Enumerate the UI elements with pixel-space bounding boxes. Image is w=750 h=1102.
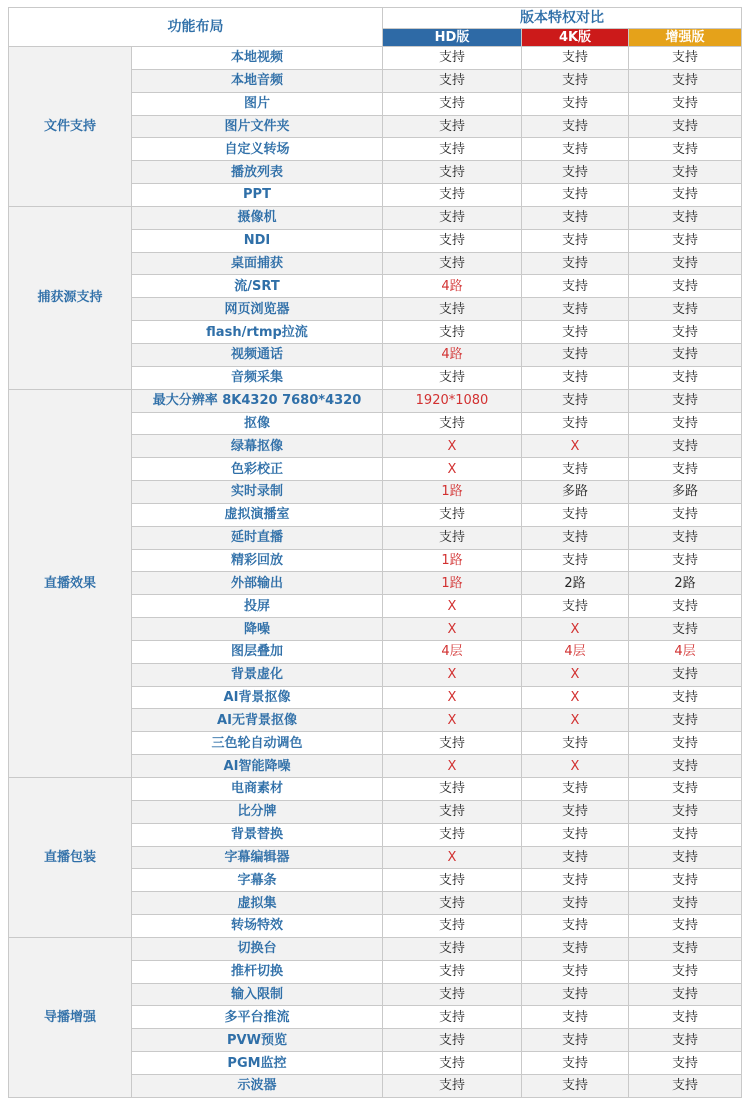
support-cell: 支持 — [629, 321, 742, 344]
feature-name: 实时录制 — [132, 481, 383, 504]
feature-name: 自定义转场 — [132, 138, 383, 161]
support-cell: 支持 — [629, 366, 742, 389]
support-cell: X — [522, 755, 629, 778]
support-cell: 支持 — [522, 800, 629, 823]
feature-name: 切换台 — [132, 937, 383, 960]
support-cell: 支持 — [383, 366, 522, 389]
support-cell: X — [522, 435, 629, 458]
support-cell: 支持 — [629, 846, 742, 869]
support-cell: 2路 — [629, 572, 742, 595]
support-cell: X — [522, 709, 629, 732]
support-cell: 4层 — [629, 640, 742, 663]
support-cell: 支持 — [522, 960, 629, 983]
support-cell: 支持 — [629, 778, 742, 801]
support-cell: 支持 — [383, 526, 522, 549]
support-cell: X — [383, 595, 522, 618]
support-cell: 支持 — [383, 1029, 522, 1052]
support-cell: X — [383, 435, 522, 458]
support-cell: 支持 — [629, 1074, 742, 1097]
group-label: 导播增强 — [9, 937, 132, 1097]
support-cell: 支持 — [383, 92, 522, 115]
feature-name: PPT — [132, 184, 383, 207]
feature-name: 流/SRT — [132, 275, 383, 298]
support-cell: 支持 — [522, 1052, 629, 1075]
support-cell: 支持 — [383, 161, 522, 184]
support-cell: 支持 — [383, 892, 522, 915]
support-cell: 支持 — [629, 526, 742, 549]
feature-name: PGM监控 — [132, 1052, 383, 1075]
support-cell: 支持 — [629, 618, 742, 641]
support-cell: 支持 — [629, 709, 742, 732]
support-cell: 支持 — [522, 47, 629, 70]
feature-name: 比分牌 — [132, 800, 383, 823]
version-header-2: 增强版 — [629, 29, 742, 47]
support-cell: 支持 — [522, 343, 629, 366]
support-cell: 支持 — [629, 206, 742, 229]
feature-name: 外部输出 — [132, 572, 383, 595]
support-cell: 多路 — [629, 481, 742, 504]
support-cell: 支持 — [383, 47, 522, 70]
support-cell: 支持 — [629, 663, 742, 686]
support-cell: 支持 — [383, 960, 522, 983]
support-cell: X — [522, 663, 629, 686]
support-cell: 支持 — [383, 229, 522, 252]
feature-name: 输入限制 — [132, 983, 383, 1006]
support-cell: 支持 — [522, 732, 629, 755]
table-row — [9, 778, 742, 801]
support-cell: 支持 — [629, 1052, 742, 1075]
version-comparison-table — [8, 7, 742, 1098]
group-label: 捕获源支持 — [9, 206, 132, 389]
feature-name: 色彩校正 — [132, 458, 383, 481]
feature-name: 示波器 — [132, 1074, 383, 1097]
support-cell: 支持 — [629, 115, 742, 138]
support-cell: 支持 — [629, 937, 742, 960]
support-cell: 支持 — [629, 915, 742, 938]
table-row — [9, 389, 742, 412]
support-cell: 支持 — [629, 892, 742, 915]
feature-name: 电商素材 — [132, 778, 383, 801]
support-cell: 支持 — [522, 161, 629, 184]
feature-name: 精彩回放 — [132, 549, 383, 572]
feature-name: 推杆切换 — [132, 960, 383, 983]
support-cell: 支持 — [522, 526, 629, 549]
feature-name: AI无背景抠像 — [132, 709, 383, 732]
support-cell: 支持 — [629, 92, 742, 115]
support-cell: 支持 — [629, 69, 742, 92]
support-cell: 支持 — [522, 1029, 629, 1052]
support-cell: 支持 — [522, 823, 629, 846]
support-cell: 支持 — [522, 846, 629, 869]
support-cell: 支持 — [629, 229, 742, 252]
support-cell: X — [383, 846, 522, 869]
feature-name: 图片 — [132, 92, 383, 115]
support-cell: 支持 — [629, 435, 742, 458]
support-cell: 支持 — [629, 960, 742, 983]
table-row — [9, 937, 742, 960]
support-cell: 支持 — [522, 778, 629, 801]
support-cell: 支持 — [383, 298, 522, 321]
support-cell: 1路 — [383, 481, 522, 504]
feature-name: 桌面捕获 — [132, 252, 383, 275]
support-cell: 支持 — [629, 983, 742, 1006]
group-label: 直播包装 — [9, 778, 132, 938]
feature-name: 播放列表 — [132, 161, 383, 184]
feature-name: 摄像机 — [132, 206, 383, 229]
support-cell: 支持 — [629, 823, 742, 846]
support-cell: 支持 — [629, 184, 742, 207]
support-cell: 支持 — [522, 184, 629, 207]
support-cell: 支持 — [522, 915, 629, 938]
support-cell: 支持 — [629, 755, 742, 778]
support-cell: 支持 — [522, 389, 629, 412]
feature-name: 抠像 — [132, 412, 383, 435]
support-cell: 支持 — [629, 1029, 742, 1052]
support-cell: 支持 — [629, 343, 742, 366]
version-header-0: HD版 — [383, 29, 522, 47]
feature-name: 绿幕抠像 — [132, 435, 383, 458]
support-cell: X — [383, 618, 522, 641]
support-cell: 支持 — [383, 503, 522, 526]
support-cell: X — [383, 458, 522, 481]
support-cell: 支持 — [522, 275, 629, 298]
support-cell: 支持 — [629, 412, 742, 435]
support-cell: 支持 — [383, 1074, 522, 1097]
feature-name: 投屏 — [132, 595, 383, 618]
support-cell: 支持 — [383, 412, 522, 435]
support-cell: X — [383, 755, 522, 778]
support-cell: 支持 — [522, 595, 629, 618]
support-cell: 支持 — [522, 458, 629, 481]
feature-name: 背景虚化 — [132, 663, 383, 686]
support-cell: 支持 — [629, 47, 742, 70]
support-cell: 支持 — [629, 732, 742, 755]
feature-name: 本地视频 — [132, 47, 383, 70]
support-cell: 支持 — [522, 503, 629, 526]
support-cell: 支持 — [629, 869, 742, 892]
support-cell: 支持 — [383, 69, 522, 92]
support-cell: 2路 — [522, 572, 629, 595]
support-cell: 支持 — [522, 92, 629, 115]
feature-name: 视频通话 — [132, 343, 383, 366]
support-cell: 多路 — [522, 481, 629, 504]
support-cell: X — [383, 686, 522, 709]
support-cell: 支持 — [522, 1074, 629, 1097]
version-compare-header: 版本特权对比 — [383, 8, 742, 29]
support-cell: 支持 — [522, 983, 629, 1006]
support-cell: 支持 — [629, 800, 742, 823]
support-cell: 1路 — [383, 572, 522, 595]
feature-name: 字幕编辑器 — [132, 846, 383, 869]
feature-name: 转场特效 — [132, 915, 383, 938]
feature-name: 最大分辨率 8K4320 7680*4320 — [132, 389, 383, 412]
support-cell: 支持 — [383, 1052, 522, 1075]
support-cell: 支持 — [383, 869, 522, 892]
support-cell: 支持 — [383, 915, 522, 938]
support-cell: X — [383, 709, 522, 732]
feature-name: AI智能降噪 — [132, 755, 383, 778]
support-cell: 支持 — [383, 732, 522, 755]
feature-name: NDI — [132, 229, 383, 252]
support-cell: 支持 — [629, 252, 742, 275]
support-cell: X — [383, 663, 522, 686]
comparison-table-wrapper — [8, 7, 742, 1098]
support-cell: 4路 — [383, 343, 522, 366]
support-cell: 支持 — [522, 366, 629, 389]
feature-name: 虚拟演播室 — [132, 503, 383, 526]
feature-name: 字幕条 — [132, 869, 383, 892]
feature-name: 虚拟集 — [132, 892, 383, 915]
support-cell: X — [522, 618, 629, 641]
support-cell: 支持 — [522, 229, 629, 252]
group-label: 直播效果 — [9, 389, 132, 777]
table-row — [9, 206, 742, 229]
support-cell: 支持 — [629, 686, 742, 709]
support-cell: 支持 — [522, 298, 629, 321]
support-cell: 4层 — [383, 640, 522, 663]
feature-name: 图层叠加 — [132, 640, 383, 663]
support-cell: 支持 — [522, 321, 629, 344]
support-cell: 1路 — [383, 549, 522, 572]
feature-name: 本地音频 — [132, 69, 383, 92]
support-cell: 支持 — [383, 321, 522, 344]
feature-name: 延时直播 — [132, 526, 383, 549]
support-cell: 支持 — [629, 298, 742, 321]
support-cell: 支持 — [383, 823, 522, 846]
feature-name: 降噪 — [132, 618, 383, 641]
support-cell: 支持 — [522, 549, 629, 572]
support-cell: 支持 — [383, 1006, 522, 1029]
support-cell: 支持 — [522, 937, 629, 960]
support-cell: 支持 — [383, 778, 522, 801]
feature-name: PVW预览 — [132, 1029, 383, 1052]
support-cell: 支持 — [629, 458, 742, 481]
support-cell: 1920*1080 — [383, 389, 522, 412]
support-cell: X — [522, 686, 629, 709]
support-cell: 支持 — [383, 138, 522, 161]
support-cell: 支持 — [383, 184, 522, 207]
support-cell: 支持 — [522, 1006, 629, 1029]
support-cell: 支持 — [522, 206, 629, 229]
feature-name: flash/rtmp拉流 — [132, 321, 383, 344]
support-cell: 支持 — [629, 595, 742, 618]
support-cell: 支持 — [522, 869, 629, 892]
support-cell: 4层 — [522, 640, 629, 663]
feature-name: 网页浏览器 — [132, 298, 383, 321]
support-cell: 支持 — [383, 937, 522, 960]
support-cell: 支持 — [522, 138, 629, 161]
support-cell: 支持 — [629, 549, 742, 572]
support-cell: 支持 — [629, 503, 742, 526]
support-cell: 支持 — [522, 115, 629, 138]
support-cell: 支持 — [629, 161, 742, 184]
support-cell: 支持 — [629, 1006, 742, 1029]
support-cell: 支持 — [522, 69, 629, 92]
feature-name: AI背景抠像 — [132, 686, 383, 709]
support-cell: 支持 — [522, 892, 629, 915]
feature-name: 多平台推流 — [132, 1006, 383, 1029]
table-row — [9, 47, 742, 70]
support-cell: 支持 — [383, 206, 522, 229]
support-cell: 支持 — [383, 252, 522, 275]
support-cell: 支持 — [629, 138, 742, 161]
support-cell: 支持 — [522, 412, 629, 435]
feature-name: 三色轮自动调色 — [132, 732, 383, 755]
version-header-1: 4K版 — [522, 29, 629, 47]
support-cell: 支持 — [383, 115, 522, 138]
group-label: 文件支持 — [9, 47, 132, 207]
support-cell: 支持 — [522, 252, 629, 275]
support-cell: 支持 — [629, 389, 742, 412]
feature-layout-header: 功能布局 — [9, 8, 383, 47]
feature-name: 图片文件夹 — [132, 115, 383, 138]
support-cell: 4路 — [383, 275, 522, 298]
feature-name: 音频采集 — [132, 366, 383, 389]
support-cell: 支持 — [629, 275, 742, 298]
support-cell: 支持 — [383, 983, 522, 1006]
support-cell: 支持 — [383, 800, 522, 823]
feature-name: 背景替换 — [132, 823, 383, 846]
